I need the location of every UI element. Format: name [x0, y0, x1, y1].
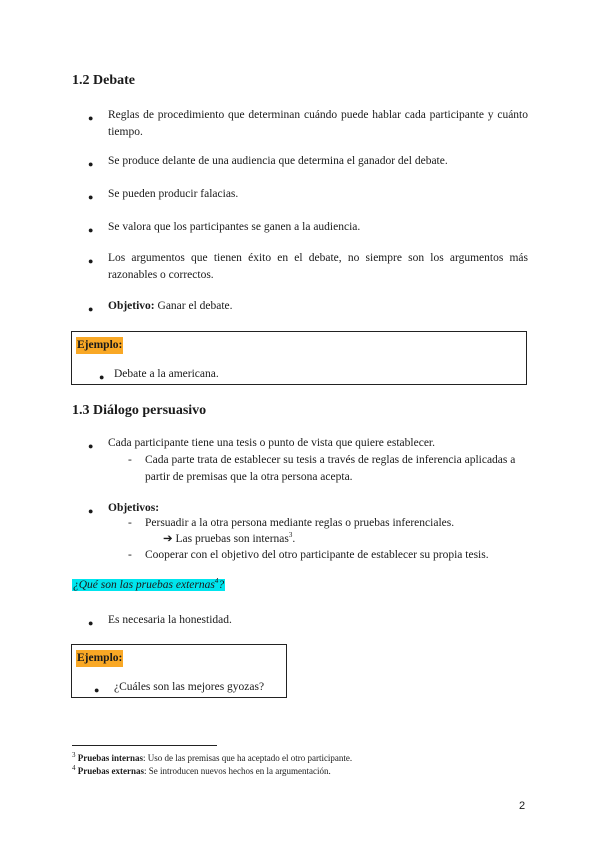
example-label: Ejemplo:: [76, 650, 123, 667]
bullet-icon: ●: [94, 685, 100, 695]
bullet-icon: ●: [88, 256, 94, 266]
bullet-icon: ●: [88, 192, 94, 202]
section-heading-dialogo: 1.3 Diálogo persuasivo: [72, 403, 207, 418]
objective-label: Objetivo:: [108, 300, 155, 312]
bullet-icon: ●: [88, 159, 94, 169]
dash-marker: -: [128, 517, 132, 529]
objectives-label: Objetivos:: [108, 502, 160, 514]
question-highlight: ¿Qué son las pruebas externas$^4$?: [73, 577, 225, 591]
bullet-icon: ●: [88, 225, 94, 235]
dash-marker: -: [128, 454, 132, 466]
arrow-line: ➔ Las pruebas son internas$^3$.: [163, 531, 296, 545]
objective-line: [108, 298, 528, 315]
question-text: ¿Qué son las pruebas externas: [73, 579, 215, 591]
footnote-3: $^3$ Pruebas internas: Uso de las premisas que ha aceptado el otro participante.: [72, 751, 353, 763]
list-item: Se valora que los participantes se ganen a la audiencia.: [108, 221, 361, 233]
arrow-text: Las pruebas son internas: [175, 533, 289, 545]
sub-item: Persuadir a la otra persona mediante reglas o pruebas inferenciales.: [145, 517, 455, 529]
example-box-debate: [71, 331, 527, 385]
sub-item: Cada parte trata de establecer su tesis a través de reglas de inferencia aplicadas a partir de premisas que la otra persona acepta.: [145, 454, 516, 483]
example-item: ¿Cuáles son las mejores gyozas?: [114, 681, 265, 693]
section-heading-debate: 1.2 Debate: [72, 73, 135, 88]
bullet-icon: ●: [88, 441, 94, 451]
list-item: Los argumentos que tienen éxito en el debate, no siempre son los argumentos más razonables o correctos.: [108, 252, 528, 281]
bullet-icon: ●: [88, 618, 94, 628]
list-item: Reglas de procedimiento que determinan cuándo puede hablar cada participante y cuánto tiempo.: [108, 109, 528, 138]
arrow-icon: ➔: [163, 533, 173, 545]
bullet-icon: ●: [88, 113, 94, 123]
footnote-separator: [72, 745, 217, 746]
list-item: Se pueden producir falacias.: [108, 188, 239, 200]
list-item: Cada participante tiene una tesis o punto de vista que quiere establecer.: [108, 437, 435, 449]
dash-marker: -: [128, 549, 132, 561]
sub-item: Cooperar con el objetivo del otro participante de establecer su propia tesis.: [145, 549, 489, 561]
example-box-persuasivo: [71, 644, 287, 698]
footnote-ref: 4: [214, 577, 219, 586]
objective-text: Ganar el debate.: [154, 300, 233, 312]
example-label: Ejemplo:: [76, 337, 123, 354]
footnote-4: $^4$ Pruebas externas: Se introducen nuevos hechos en la argumentación.: [72, 764, 331, 776]
bullet-icon: ●: [99, 372, 105, 382]
example-item: Debate a la americana.: [114, 368, 219, 380]
bullet-icon: ●: [88, 506, 94, 516]
list-item: Es necesaria la honestidad.: [108, 614, 232, 626]
footnote-ref: 3: [288, 531, 293, 540]
list-item: Se produce delante de una audiencia que determina el ganador del debate.: [108, 155, 448, 167]
page-number: 2: [519, 800, 526, 812]
bullet-icon: ●: [88, 304, 94, 314]
